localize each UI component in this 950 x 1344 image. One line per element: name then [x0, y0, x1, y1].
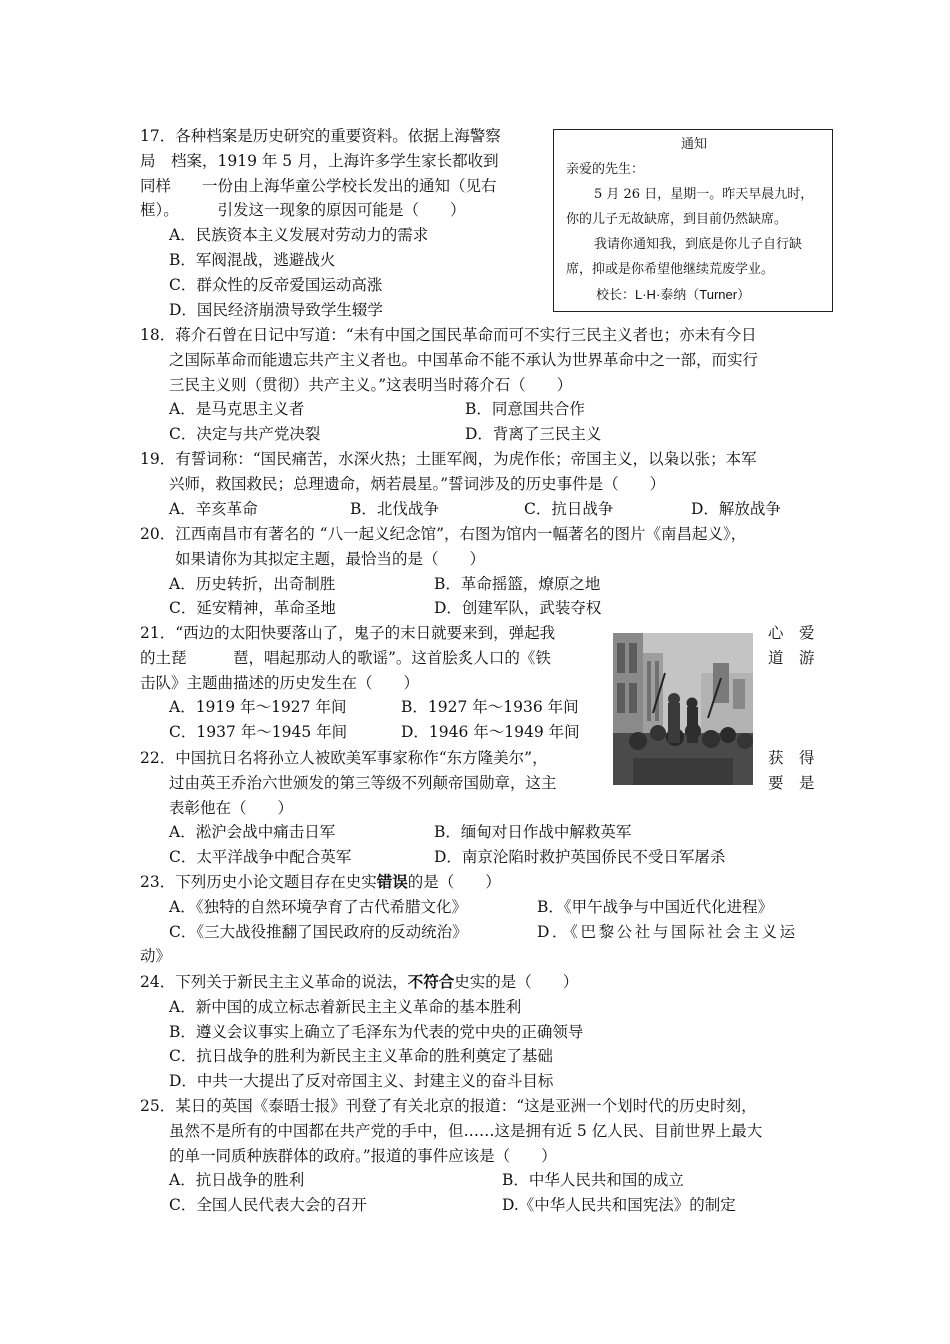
q25-options-row-1	[140, 1168, 762, 1193]
q21-line-2-tail: 道 游	[768, 649, 815, 667]
q19-option-c: C．抗日战争	[524, 499, 614, 518]
q20-line-1: 20．江西南昌市有著名的 “八一起义纪念馆”，右图为馆内一幅著名的图片《南昌起义》，	[140, 525, 747, 543]
q23-options-row-2	[140, 920, 798, 945]
question-21	[140, 621, 580, 745]
q19-options-row	[140, 497, 781, 522]
q20-options-row-1	[140, 572, 746, 597]
q21-line-1: 21．“西边的太阳快要落山了，鬼子的末日就要来到，弹起我	[140, 624, 556, 642]
notice-paragraph-2a: 我请你通知我，到底是你儿子自行缺	[594, 237, 803, 252]
q25-option-b: B．中华人民共和国的成立	[502, 1171, 684, 1190]
q18-options-row-1	[140, 397, 758, 422]
q18-option-c: C．决定与共产党决裂	[169, 425, 321, 444]
q18-option-d: D．背离了三民主义	[465, 425, 602, 444]
q17-line-4: 框）。 引发这一现象的原因可能是（ ）	[140, 201, 466, 220]
q22-options-row-1	[140, 820, 725, 845]
q21-line-2: 的土琵 琶，唱起那动人的歌谣”。这首脍炙人口的《铁	[140, 648, 551, 667]
notice-greeting: 亲爱的先生：	[566, 162, 645, 177]
q21-option-c: C．1937 年～1945 年间	[169, 723, 348, 742]
q23-stem-part-2: 的是（ ）	[407, 873, 501, 891]
q24-option-a: A．新中国的成立标志着新民主主义革命的基本胜利	[169, 997, 522, 1016]
q24-stem-part-2: 史实的是（ ）	[454, 973, 579, 991]
q19-option-a: A．辛亥革命	[169, 499, 258, 518]
q19-option-b: B．北伐战争	[350, 499, 439, 518]
q22-line-2-tail: 要 是	[768, 774, 815, 792]
q22-option-d: D．南京沦陷时救护英国侨民不受日军屠杀	[434, 848, 726, 867]
q20-option-c: C．延安精神，革命圣地	[169, 599, 336, 618]
q19-option-d: D．解放战争	[691, 499, 781, 518]
q23-options-row-1	[140, 895, 798, 920]
question-18	[140, 323, 758, 447]
q23-stem-part-1: 23．下列历史小论文题目存在史实	[140, 873, 377, 891]
q17-line-3: 同样 一份由上海华童公学校长发出的通知（见右	[140, 176, 497, 195]
q25-line-1: 25．某日的英国《泰晤士报》刊登了有关北京的报道：“这是亚洲一个划时代的历史时刻，	[140, 1097, 757, 1115]
q22-option-c: C．太平洋战争中配合英军	[169, 848, 352, 867]
q21-option-a: A．1919 年～1927 年间	[169, 698, 347, 717]
q20-line-2: 如果请你为其拟定主题，最恰当的是（ ）	[175, 549, 486, 568]
q19-line-1: 19．有誓词称：“国民痛苦，水深火热；土匪军阀，为虎作伥；帝国主义，以枭以张；本军	[140, 450, 757, 468]
notice-paragraph-1a: 5 月 26 日，星期一。昨天早晨九时，	[594, 187, 814, 202]
q24-stem-part-1: 24．下列关于新民主主义革命的说法，	[140, 973, 408, 991]
q23-option-c: C．《三大战役推翻了国民政府的反动统治》	[169, 922, 468, 941]
q21-option-d: D．1946 年～1949 年间	[401, 723, 580, 742]
notice-signature: 校长：L·H·泰纳（Turner）	[596, 287, 751, 302]
q22-option-a: A．淞沪会战中痛击日军	[169, 823, 336, 842]
q17-option-a: A．民族资本主义发展对劳动力的需求	[169, 226, 429, 245]
q22-line-1: 22．中国抗日名将孙立人被欧美军事家称作“东方隆美尔”，	[140, 749, 548, 767]
notice-box	[553, 129, 833, 312]
q18-line-3: 三民主义则（贯彻）共产主义。”这表明当时蒋介石（ ）	[169, 375, 573, 394]
q25-line-2: 虽然不是所有的中国都在共产党的手中，但……这是拥有近 5 亿人民、目前世界上最大	[169, 1121, 763, 1140]
q21-line-3: 击队》主题曲描述的历史发生在（ ）	[140, 673, 420, 692]
q17-option-d: D．国民经济崩溃导致学生辍学	[169, 300, 383, 319]
q17-option-c: C．群众性的反帝爱国运动高涨	[169, 275, 383, 294]
q18-options-row-2	[140, 422, 758, 447]
q22-line-1-tail: 获 得	[768, 749, 815, 767]
q22-option-b: B．缅甸对日作战中解救英军	[434, 823, 632, 842]
notice-paragraph-1b: 你的儿子无故缺席，到目前仍然缺席。	[566, 212, 788, 227]
q20-option-d: D．创建军队，武装夺权	[434, 599, 602, 618]
question-19	[140, 447, 781, 521]
q18-line-2: 之国际革命而能遗忘共产主义者也。中国革命不能不承认为世界革命中之一部，而实行	[169, 350, 759, 369]
q25-option-c: C．全国人民代表大会的召开	[169, 1196, 367, 1215]
q23-option-d-continued: 动》	[140, 947, 172, 966]
q24-option-c: C．抗日战争的胜利为新民主主义革命的胜利奠定了基础	[169, 1047, 553, 1066]
q24-stem	[140, 970, 583, 995]
q25-option-a: A．抗日战争的胜利	[169, 1171, 305, 1190]
q20-options-row-2	[140, 596, 746, 621]
q17-line-2: 局 档案，1919 年 5 月，上海许多学生家长都收到	[140, 151, 499, 170]
q20-option-b: B．革命摇篮，燎原之地	[434, 574, 601, 593]
q22-line-3: 表彰他在（ ）	[169, 798, 294, 817]
question-24	[140, 970, 583, 1094]
q24-option-d: D．中共一大提出了反对帝国主义、封建主义的奋斗目标	[169, 1072, 554, 1091]
q25-options-row-2	[140, 1193, 762, 1218]
notice-paragraph-2b: 席，抑或是你希望他继续荒废学业。	[566, 262, 775, 277]
q22-options-row-2	[140, 845, 725, 870]
q24-stem-emphasis: 不符合	[407, 972, 455, 991]
q23-stem-emphasis: 错误	[376, 872, 408, 891]
q19-line-2: 兴师，救国救民；总理遗命，炳若晨星。”誓词涉及的历史事件是（ ）	[169, 474, 666, 493]
q21-options-row-1	[140, 695, 580, 720]
q20-option-a: A．历史转折，出奇制胜	[169, 574, 336, 593]
q23-option-b: B．《甲午战争与中国近代化进程》	[537, 897, 774, 916]
q18-line-1: 18．蒋介石曾在日记中写道：“未有中国之国民革命而可不实行三民主义者也；亦未有今日	[140, 326, 757, 344]
q18-option-a: A．是马克思主义者	[169, 400, 305, 419]
q23-stem	[140, 870, 798, 895]
q21-options-row-2	[140, 720, 580, 745]
q22-line-2: 过由英王乔治六世颁发的第三等级不列颠帝国勋章，这主	[169, 773, 557, 792]
q18-option-b: B．同意国共合作	[465, 400, 585, 419]
question-23	[140, 870, 798, 969]
q24-option-b: B．遵义会议事实上确立了毛泽东为代表的党中央的正确领导	[169, 1022, 584, 1041]
q25-option-d: D.《中华人民共和国宪法》的制定	[502, 1196, 736, 1215]
q17-line-1: 17．各种档案是历史研究的重要资料。依据上海警察	[140, 127, 501, 145]
q23-option-a: A．《独特的自然环境孕育了古代希腊文化》	[169, 897, 467, 916]
q23-option-d: D．《巴黎公社与国际社会主义运	[537, 922, 798, 941]
question-17	[140, 124, 501, 322]
q21-option-b: B．1927 年～1936 年间	[401, 698, 579, 717]
notice-title: 通知	[680, 137, 707, 152]
q21-line-1-tail: 心 爱	[768, 624, 815, 642]
question-20	[140, 522, 746, 621]
q17-option-b: B．军阀混战，逃避战火	[169, 250, 336, 269]
question-25	[140, 1094, 762, 1218]
question-22	[140, 746, 725, 870]
q25-line-3: 的单一同质种族群体的政府。”报道的事件应该是（ ）	[169, 1146, 557, 1165]
